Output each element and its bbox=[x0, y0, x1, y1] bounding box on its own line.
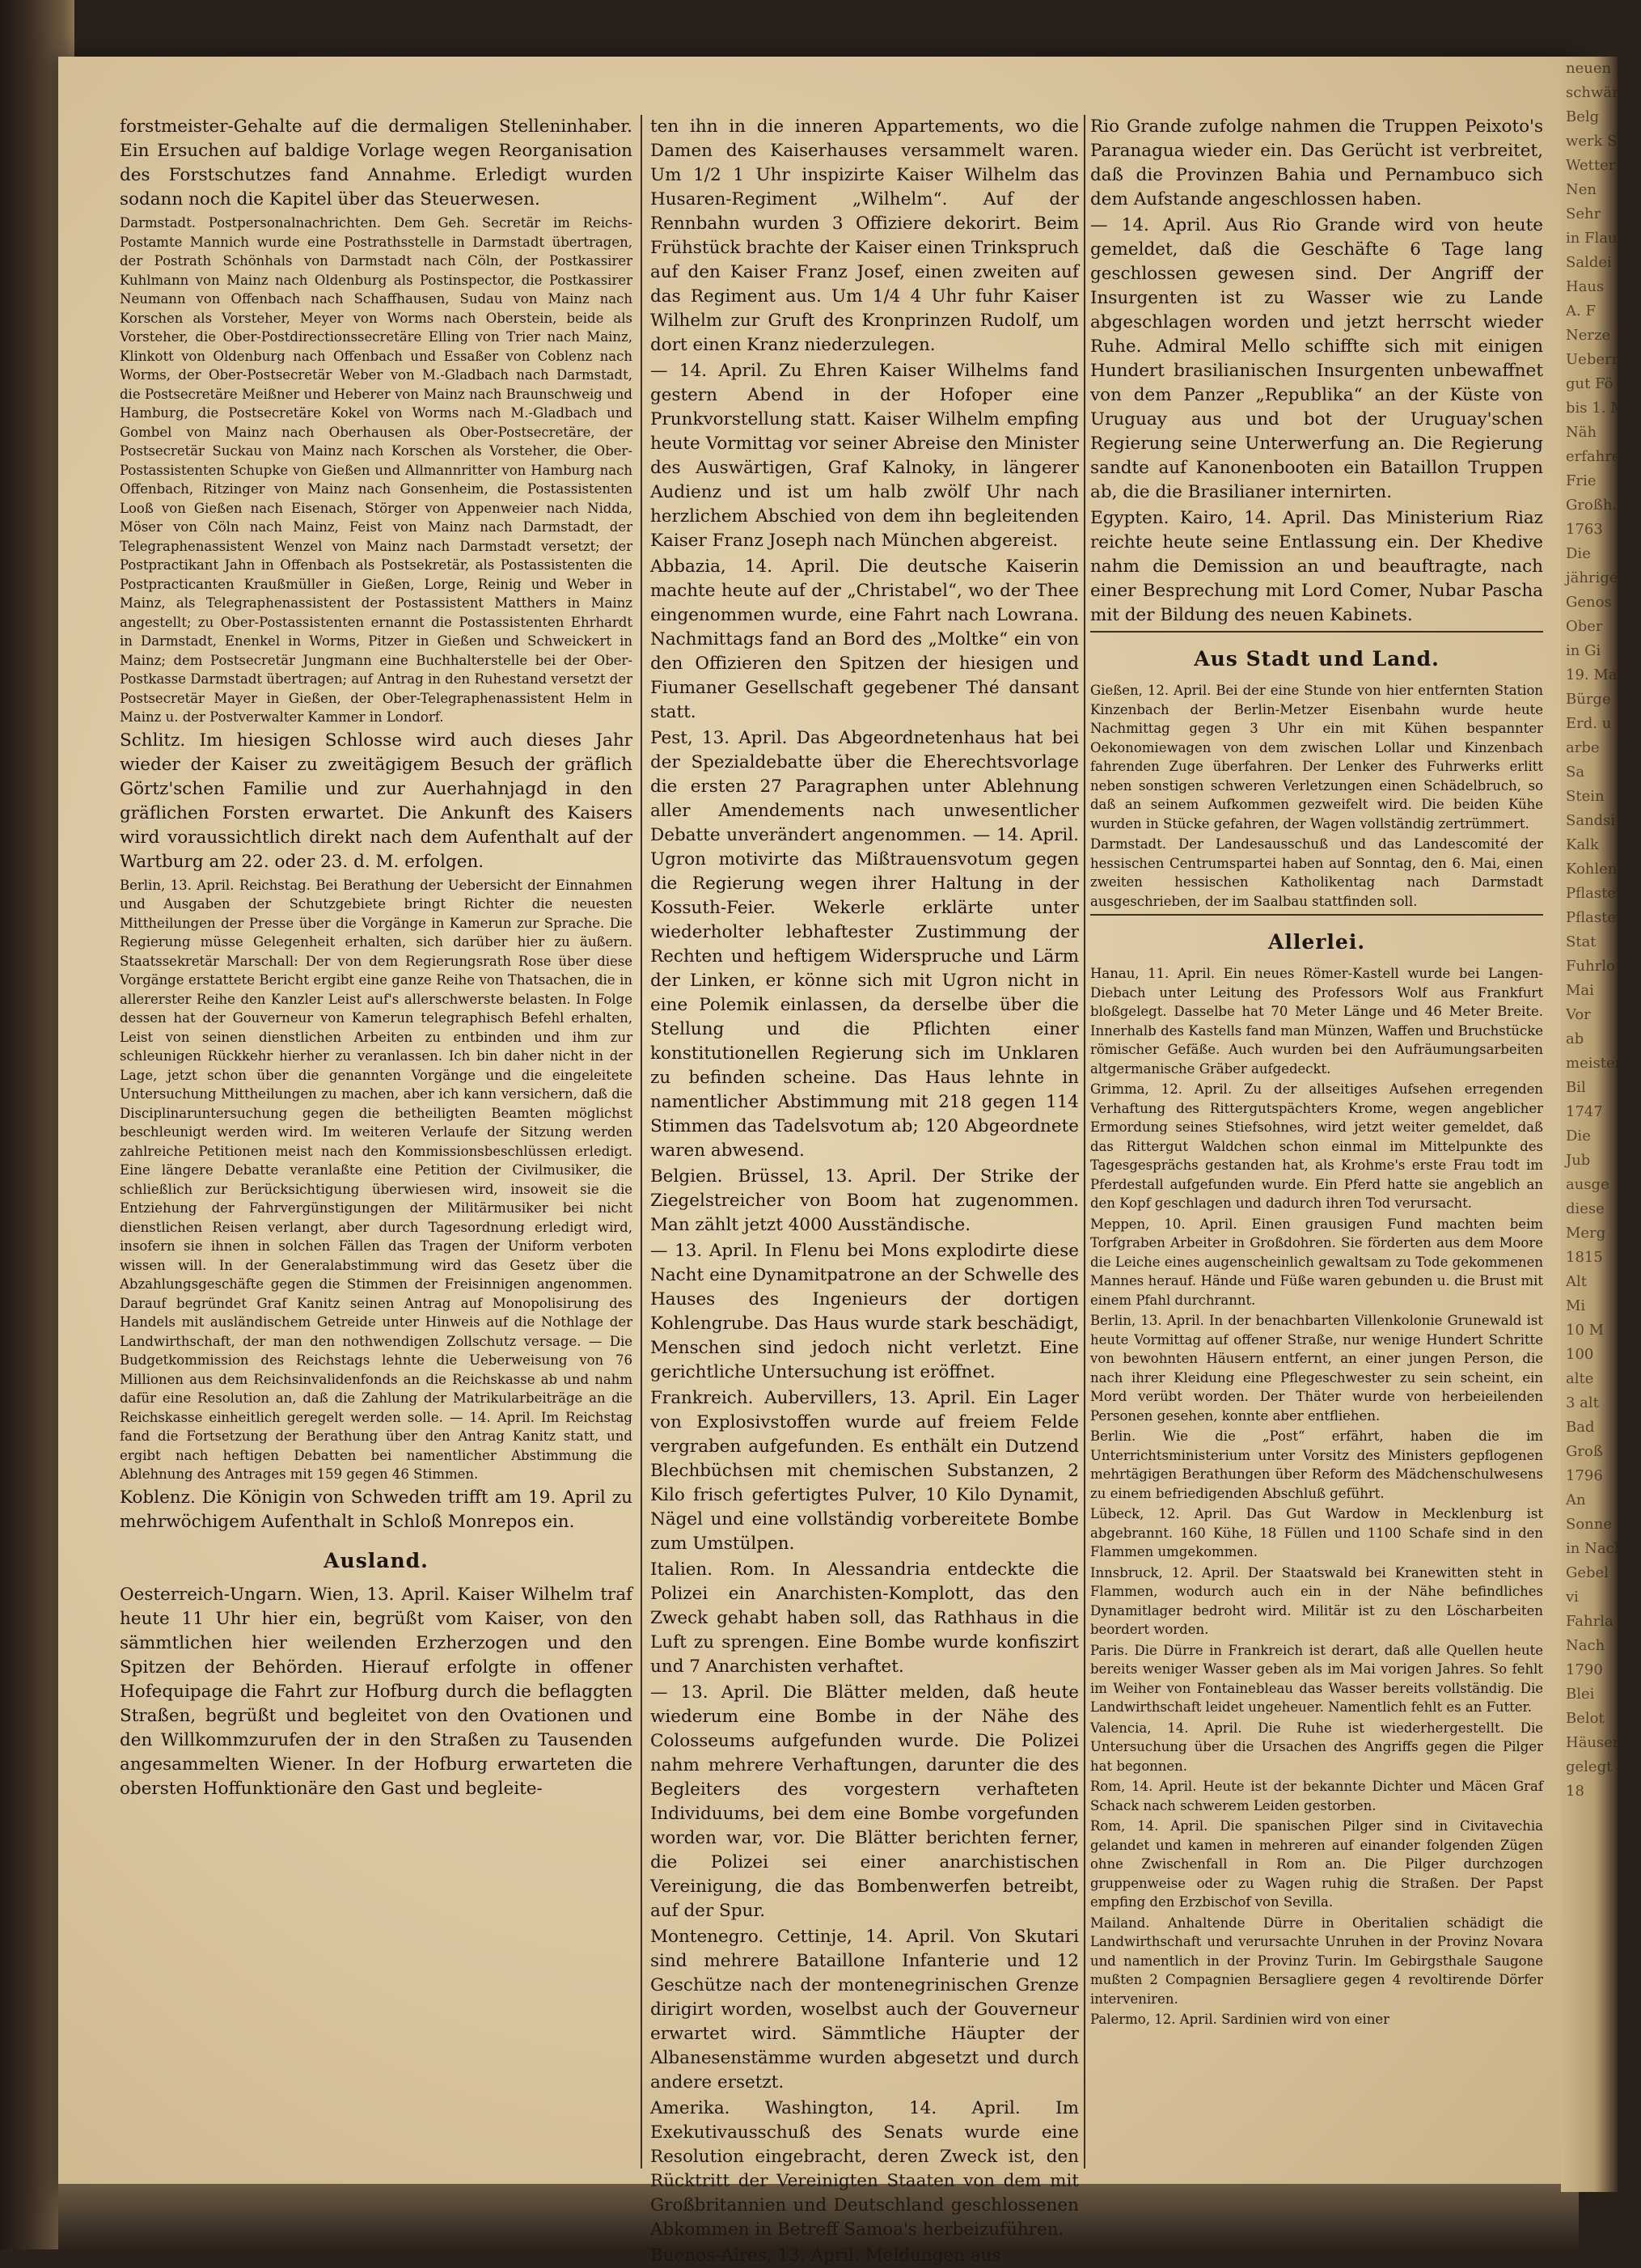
article-hanau: Hanau, 11. April. Ein neues Römer-Kastell wurde bei Langen-Diebach unter Leitung des Professors Wolf aus Frankfurt bloßgelegt. Dasselbe hat 70 Meter Länge und 46 Meter Breite. Innerhalb des Kastells fand man Münzen, Waffen und Bruchstücke römischer Gefäße. Auch wurden bei den Aufräumungsarbeiten altgermanische Gräber aufgedeckt. bbox=[1090, 966, 1543, 1077]
edge-fragment: erfahren bbox=[1566, 448, 1630, 465]
edge-fragment: Mi bbox=[1566, 1297, 1586, 1314]
edge-fragment: Bil bbox=[1566, 1079, 1586, 1096]
edge-fragment: Häuser bbox=[1566, 1734, 1620, 1751]
edge-fragment: Gebel bbox=[1566, 1564, 1609, 1581]
section-divider bbox=[1090, 914, 1543, 916]
article-pest: Pest, 13. April. Das Abgeordnetenhaus hat bei der Spezialdebatte über die Eherechtsvorlage die ersten 27 Paragraphen unter Ablehnung aller Amendements nach unwesentlicher Debatte unverändert angenommen. — 14. April. Ugron motivirte das Mißtrauensvotum gegen die Regierung wegen ihrer Haltung in der Kossuth-Feier. Wekerle erklärte unter wiederholter lebhaftester Zustimmung der Rechten und heftigem Widerspruche und Lärm der Linken, er könne sich mit Ugron nicht in eine Polemik einlassen, da derselbe über die Stellung und die Pflichten einer konstitutionellen Regierung sich im Unklaren zu befinden scheine. Das Haus lehnte in namentlicher Abstimmung mit 218 gegen 114 Stimmen das Tadelsvotum ab; 120 Abgeordnete waren abwesend. bbox=[650, 728, 1079, 1161]
edge-fragment: neuen Bl bbox=[1566, 60, 1631, 77]
article-darmstadt-post: Darmstadt. Postpersonalnachrichten. Dem Geh. Secretär im Reichs-Postamte Mannich wurde eine Postrathsstelle in Darmstadt übertragen, der Postrath Schönhals von Darmstadt nach Cöln, der Postkassirer Kuhlmann von Mainz nach Oldenburg als Postinspector, die Postkassirer Neumann von Offenbach nach Schaffhausen, Sudau von Mainz nach Korschen als Vorsteher, Meyer von Worms nach Oberstein, beide als Vorsteher, die Ober-Postdirectionssecretäre Elling von Trier nach Mainz, Klinkott von Oldenburg nach Offenbach und Essaßer von Coblenz nach Worms, der Ober-Postsecretär Weber von M.-Gladbach nach Darmstadt, die Postsecretäre Meißner und Heberer von Mainz nach Braunschweig und Hamburg, die Postsecretäre Kokel von Worms nach M.-Gladbach und Gombel von Mainz nach Oberhausen als Ober-Postsecretäre, der Postsecretär Suckau von Mainz nach Korschen als Vorsteher, die Ober-Postassistenten Schupke von Gießen und Allmannritter von Hamburg nach Offenbach, Ritzinger von Mainz nach Gonsenheim, die Postassistenten Looß von Gießen nach Eisenach, Störger von Appenweier nach Nidda, Möser von Cöln nach Mainz, Feist von Mainz nach Darmstadt, der Telegraphenassistent Wenzel von Mainz nach Darmstadt versetzt; der Postpractikant Jahn in Offenbach als Postsekretär, als Postassistenten die Postpracticanten Kraußmüller in Gießen, Lorge, Reinig und Weber in Mainz, als Telegraphenassistent der Postassistent Matthers in Mainz angestellt; zu Ober-Postassistenten ernannt die Postassistenten Ehrhardt in Darmstadt, Enenkel in Worms, Pitzer in Gießen und Schweickert in Mainz; dem Postsecretär Jungmann eine Buchhalterstelle bei der Ober-Postkasse Darmstadt übertragen; auf Antrag in den Ruhestand versetzt der Postsecretär Mayer in Gießen, der Ober-Telegraphenassistent Helm in Mainz u. der Postverwalter Kammer in Londorf. bbox=[120, 215, 632, 725]
edge-fragment: Nen bbox=[1566, 181, 1597, 198]
section-heading-ausland: Ausland. bbox=[324, 1548, 429, 1572]
article-egypten: Egypten. Kairo, 14. April. Das Ministerium Riaz reichte heute seine Entlassung ein. Der Khedive nahm die Demission an und beauftragte, nach einer Besprechung mit Lord Comer, Nubar Pascha mit der Bildung des neuen Kabinets. bbox=[1090, 508, 1543, 625]
edge-fragment: Fuhrlo bbox=[1566, 958, 1615, 975]
adjacent-page-edge bbox=[1561, 57, 1641, 2192]
edge-fragment: Belot bbox=[1566, 1710, 1605, 1727]
article-frankreich: Frankreich. Aubervillers, 13. April. Ein Lager von Explosivstoffen wurde auf freiem Felde vergraben aufgefunden. Es enthält ein Dutzend Blechbüchsen mit chemischen Substanzen, 2 Kilo frisch gefertigtes Pulver, 10 Kilo Dynamit, Nägel und eine vollständig vorbereitete Bombe zum Umstülpen. bbox=[650, 1388, 1079, 1554]
column-2 bbox=[650, 115, 1079, 2266]
article-giessen: Gießen, 12. April. Bei der eine Stunde von hier entfernten Station Kinzenbach der Berlin-Metzer Eisenbahn wurde heute Nachmittag gegen 3 Uhr ein mit Kühen bespannter Oekonomiewagen von dem zwischen Lollar und Kinzenbach fahrenden Zuge überfahren. Der Lenker des Fuhrwerks erlitt neben sonstigen schweren Verletzungen einen Schädelbruch, so daß an seinem Aufkommen gezweifelt wird. Die beiden Kühe wurden in Stücke gefahren, der Wagen vollständig zertrümmert. bbox=[1090, 683, 1543, 831]
article-koblenz: Koblenz. Die Königin von Schweden trifft am 19. April zu mehrwöchigem Aufenthalt in Schloß Monrepos ein. bbox=[120, 1487, 632, 1532]
edge-fragment: vi bbox=[1566, 1589, 1579, 1606]
edge-fragment: 10 M bbox=[1566, 1322, 1605, 1339]
edge-fragment: Nerze bbox=[1566, 327, 1611, 344]
edge-fragment: Blei bbox=[1566, 1686, 1595, 1703]
edge-fragment: Ueberna bbox=[1566, 351, 1630, 368]
edge-fragment: Merg bbox=[1566, 1225, 1606, 1242]
edge-fragment: meister bbox=[1566, 1055, 1622, 1072]
article-oesterreich-ungarn: Oesterreich-Ungarn. Wien, 13. April. Kaiser Wilhelm traf heute 11 Uhr hier ein, begrüßt vom Kaiser, von den sämmtlichen hier weilenden Erzherzogen und den Spitzen der Behörden. Hierauf erfolgte in offener Hofequipage die Fahrt zur Hofburg durch die beflaggten Straßen, begrüßt und begleitet von den Ovationen und den Willkommzurufen der in den Straßen zu Tausenden angesammelten Wiener. In der Hofburg erwarteten die obersten Hoffunktionäre den Gast und begleite- bbox=[120, 1584, 632, 1799]
section-heading-allerlei: Allerlei. bbox=[1267, 930, 1366, 954]
article-abbazia: Abbazia, 14. April. Die deutsche Kaiserin machte heute auf der „Christabel“, wo der Thee eingenommen wurde, eine Fahrt nach Lowrana. Nachmittags fand an Bord des „Moltke“ ein von den Offizieren den Spitzen der hiesigen und Fiumaner Gesellschaft gegebener Thé dansant statt. bbox=[650, 556, 1079, 722]
column-1 bbox=[120, 115, 632, 2173]
edge-fragment: Pflaster bbox=[1566, 885, 1623, 902]
edge-fragment: Wetter bbox=[1566, 157, 1616, 174]
edge-fragment: bis 1. M bbox=[1566, 400, 1626, 417]
edge-fragment: Ober bbox=[1566, 618, 1603, 635]
edge-fragment: Groß bbox=[1566, 1443, 1603, 1460]
edge-fragment: 100 bbox=[1566, 1346, 1594, 1363]
article-wien-continued: ten ihn in die inneren Appartements, wo die Damen des Kaiserhauses versammelt waren. Um 1/2 1 Uhr inspizirte Kaiser Wilhelm das Husaren-Regiment „Wilhelm“. Auf der Rennbahn wurden 3 Offiziere dekorirt. Beim Frühstück brachte der Kaiser einen Trinkspruch auf den Kaiser Franz Josef, einen zweiten auf das Regiment aus. Um 1/4 4 Uhr fuhr Kaiser Wilhelm zur Gruft des Kronprinzen Rudolf, um dort einen Kranz niederzulegen. bbox=[650, 116, 1079, 355]
edge-fragment: Stat bbox=[1566, 933, 1597, 950]
article-rom-pilger: Rom, 14. April. Die spanischen Pilger sind in Civitavechia gelandet und kamen in mehreren auf einander folgenden Zügen ohne Zwischenfall in Rom an. Die Pilger durchzogen gruppenweise oder zu Wagen ruhig die Straßen. Der Papst empfing den Erzbischof von Sevilla. bbox=[1090, 1818, 1543, 1910]
edge-fragment: Die bbox=[1566, 1128, 1591, 1145]
edge-fragment: 1790 bbox=[1566, 1661, 1603, 1678]
edge-fragment: arbe bbox=[1566, 739, 1600, 756]
edge-fragment: Kohlen bbox=[1566, 861, 1618, 878]
edge-fragment: 1747 bbox=[1566, 1103, 1603, 1120]
edge-fragment: Alt bbox=[1566, 1273, 1587, 1290]
edge-fragment: ab bbox=[1566, 1030, 1584, 1047]
article-forstschutz: forstmeister-Gehalte auf die dermaligen Stelleninhaber. Ein Ersuchen auf baldige Vorlage wegen Reorganisation des Forstschutzes fand Annahme. Erledigt wurden sodann noch die Kapitel über das Steuerwesen. bbox=[120, 116, 632, 209]
edge-fragment: Pflaster bbox=[1566, 909, 1623, 926]
edge-fragment: in Flau bbox=[1566, 230, 1618, 247]
edge-fragment: Kalk bbox=[1566, 836, 1599, 853]
article-rom-bombe: — 13. April. Die Blätter melden, daß heute wiederum eine Bombe in der Nähe des Colosseums aufgefunden wurde. Die Polizei nahm mehrere Verhaftungen, darunter die des Begleiters des vorgestern verhafteten Individuums, bei dem eine Bombe vorgefunden worden war, vor. Die Blätter berichten ferner, die Polizei sei einer anarchistischen Vereinigung, die das Bombenwerfen betreibt, auf der Spur. bbox=[650, 1682, 1079, 1921]
edge-fragment: Mai bbox=[1566, 982, 1594, 999]
edge-fragment: 18 bbox=[1566, 1783, 1584, 1800]
article-flenu: — 13. April. In Flenu bei Mons explodirte diese Nacht eine Dynamitpatrone an der Schwelle des Hauses des Ingenieurs der dortigen Kohlengrube. Das Haus wurde stark beschädigt, Menschen sind jedoch nicht verletzt. Eine gerichtliche Untersuchung ist eröffnet. bbox=[650, 1241, 1079, 1382]
edge-fragment: Jub bbox=[1566, 1152, 1591, 1169]
edge-fragment: schwärme bbox=[1566, 84, 1641, 101]
article-rio-grande-14-april: — 14. April. Aus Rio Grande wird von heute gemeldet, daß die Geschäfte 6 Tage lang geschlossen gewesen sind. Der Angriff der Insurgenten ist zu Wasser wie zu Lande abgeschlagen worden und jetzt herrscht wieder Ruhe. Admiral Mello schiffte sich mit einigen Hundert brasilianischen Insurgenten unbewaffnet von dem Panzer „Republika“ an der Küste von Uruguay aus und bot der Uruguay'schen Regierung seine Unterwerfung an. Die Regierung sandte auf Kanonenbooten ein Bataillon Truppen ab, die die Brasilianer internirten. bbox=[1090, 215, 1543, 502]
edge-fragment: 1763 bbox=[1566, 521, 1603, 538]
column-rule-1 bbox=[641, 115, 642, 2169]
edge-fragment: A. F bbox=[1566, 303, 1596, 319]
edge-fragment: Sonne bbox=[1566, 1516, 1613, 1533]
column-rule-2 bbox=[1084, 115, 1085, 2169]
edge-fragment: 19. Ma bbox=[1566, 666, 1618, 683]
article-berlin-grunewald: Berlin, 13. April. In der benachbarten Villenkolonie Grunewald ist heute Vormittag auf offener Straße, nur wenige Hundert Schritte von bewohnten Häusern entfernt, an einer jungen Person, die nach ihrer Kleidung eine Pflegeschwester zu sein scheint, ein Mord verübt worden. Der Thäter wurde von herbeieilenden Personen gesehen, konnte aber entfliehen. bbox=[1090, 1313, 1543, 1424]
article-darmstadt-katholikentag: Darmstadt. Der Landesausschuß und das Landescomité der hessischen Centrumspartei haben auf Sonntag, den 6. Mai, einen zweiten hessischen Katholikentag nach Darmstadt ausgeschrieben, der im Saalbau stattfinden soll. bbox=[1090, 836, 1543, 909]
article-buenos-aires: Buenos-Aires, 13. April. Meldungen aus bbox=[650, 2245, 1001, 2266]
article-belgien: Belgien. Brüssel, 13. April. Der Strike der Ziegelstreicher von Boom hat zugenommen. Man zählt jetzt 4000 Ausständische. bbox=[650, 1166, 1079, 1235]
edge-fragment: gelegt bbox=[1566, 1758, 1613, 1775]
edge-fragment: Haus bbox=[1566, 278, 1605, 295]
edge-fragment: Näh bbox=[1566, 424, 1597, 441]
article-valencia: Valencia, 14. April. Die Ruhe ist wiederhergestellt. Die Untersuchung über die Ursachen des Angriffs gegen die Pilger hat begonnen. bbox=[1090, 1720, 1543, 1774]
edge-fragment: Die bbox=[1566, 545, 1591, 562]
article-meppen: Meppen, 10. April. Einen grausigen Fund machten beim Torfgraben Arbeiter in Großdohren. Sie förderten aus dem Moore die Leiche eines augenscheinlich gewaltsam zu Tode gekommenen Mannes herauf. Hände und Füße waren gebunden u. die Brust mit einem Pfahl durchrannt. bbox=[1090, 1216, 1543, 1308]
edge-fragment: An bbox=[1566, 1492, 1586, 1508]
article-italien: Italien. Rom. In Alessandria entdeckte die Polizei ein Anarchisten-Komplott, das den Zweck gehabt haben soll, das Rathhaus in die Luft zu sprengen. Eine Bombe wurde konfiszirt und 7 Anarchisten verhaftet. bbox=[650, 1559, 1079, 1677]
edge-fragment: werk Se bbox=[1566, 133, 1626, 150]
edge-fragment: Vor bbox=[1566, 1006, 1591, 1023]
article-berlin-post: Berlin. Wie die „Post“ erfährt, haben die im Unterrichtsministerium unter Vorsitz des Ministers gepflogenen mehrtägigen Berathungen über Reform des Mädchenschulwesens zu einem befriedigenden Abschluß geführt. bbox=[1090, 1428, 1543, 1501]
edge-fragment: Bad bbox=[1566, 1419, 1595, 1436]
edge-fragment: Nach bbox=[1566, 1637, 1605, 1654]
edge-fragment: in Nach bbox=[1566, 1540, 1624, 1557]
article-grimma: Grimma, 12. April. Zu der allseitiges Aufsehen erregenden Verhaftung des Rittergutspächters Krome, wegen angeblicher Ermordung seines Stiefsohnes, wird jetzt weiter gemeldet, daß das Rittergut Waldchen schon einmal im Mittelpunkte des Tagesgesprächs gestanden hat, als Krohme's erste Frau todt im Pferdestall aufgefunden wurde. Ein Pferd hatte sie angeblich an den Kopf geschlagen und dadurch ihren Tod verursacht. bbox=[1090, 1081, 1543, 1211]
article-montenegro: Montenegro. Cettinje, 14. April. Von Skutari sind mehrere Bataillone Infanterie und 12 Geschütze nach der montenegrinischen Grenze dirigirt worden, woselbst auch der Gouverneur erwartet wird. Sämmtliche Häupter der Albanesenstämme wurden abgesetzt und durch andere ersetzt. bbox=[650, 1927, 1079, 2092]
edge-fragment: gut Fö bbox=[1566, 375, 1614, 392]
edge-fragment: ausge bbox=[1566, 1176, 1609, 1193]
article-luebeck: Lübeck, 12. April. Das Gut Wardow in Mecklenburg ist abgebrannt. 160 Kühe, 18 Füllen und 1100 Schafe sind in den Flammen umgekommen. bbox=[1090, 1506, 1543, 1559]
article-palermo: Palermo, 12. April. Sardinien wird von einer bbox=[1090, 2012, 1390, 2027]
edge-fragment: Stein bbox=[1566, 788, 1605, 805]
edge-fragment: jährige bbox=[1566, 569, 1618, 586]
edge-fragment: Fahrla bbox=[1566, 1613, 1614, 1630]
edge-fragment: Genos bbox=[1566, 594, 1612, 611]
edge-fragment: Saldei bbox=[1566, 254, 1612, 271]
edge-fragment: in Gi bbox=[1566, 642, 1601, 659]
edge-fragment: 1796 bbox=[1566, 1467, 1603, 1484]
article-berlin-reichstag: Berlin, 13. April. Reichstag. Bei Berathung der Uebersicht der Einnahmen und Ausgaben der Schutzgebiete bringt Richter die neuesten Mittheilungen der Presse über die Vorgänge in Kamerun zur Sprache. Die Regierung müsse Gelegenheit erhalten, sich darüber hier zu äußern. Staatssekretär Marschall: Der von dem Regierungsrath Rose über diese Vorgänge erstattete Bericht ergibt eine ganze Reihe von Thatsachen, die in allererster Reihe den Kanzler Leist auf's allerschwerste belasten. In Folge dessen hat der Gouverneur von Kamerun telegraphisch Befehl erhalten, Leist von seinen dienstlichen Arbeiten zu entbinden und ihm zur schleunigen Rückkehr hierher zu veranlassen. Ich bin daher nicht in der Lage, jetzt schon über die genannten Vorgänge und die eingeleitete Untersuchung Mittheilungen zu machen, aber ich kann versichern, daß die Disciplinaruntersuchung gegen die betheiligten Beamten möglichst beschleunigt werden wird. Im weiteren Verlaufe der Sitzung werden zahlreiche Petitionen meist nach den Kommissionsbeschlüssen erledigt. Eine längere Debatte veranlaßte eine Petition der Civilmusiker, die schließlich zur Berücksichtigung überwiesen wird, insoweit sie die Entziehung der Fahrvergünstigungen der Militärmusiker bei nicht dienstlichen Reisen verlangt, aber durch Tagesordnung erledigt wird, insofern sie ihnen in solchen Fällen das Tragen der Uniform verboten wissen will. In der Generalabstimmung wird das Gesetz über die Abzahlungsgeschäfte gegen die Stimmen der Freisinnigen angenommen. Darauf begründet Graf Kanitz seinen Antrag auf Monopolisirung des Handels mit ausländischem Getreide unter Hinweis auf die Nothlage der Landwirthschaft, der man den nothwendigen Zollschutz versage. — Die Budgetkommission des Reichstags lehnte die Ueberweisung von 76 Millionen aus dem Reichsinvalidenfonds an die Reichskasse ab und nahm dafür eine Resolution an, daß die Zahlung der Matrikularbeiträge an die Reichskasse einheitlich geregelt werden solle. — 14. April. Im Reichstag fand die Fortsetzung der Berathung über den Antrag Kanitz statt, und ergibt nach heftigen Debatten bei namentlicher Abstimmung die Ablehnung des Antrages mit 159 gegen 46 Stimmen. bbox=[120, 877, 632, 1482]
edge-fragment: Sa bbox=[1566, 764, 1585, 781]
section-divider bbox=[1090, 631, 1543, 633]
edge-fragment: Belg bbox=[1566, 108, 1600, 125]
article-schlitz: Schlitz. Im hiesigen Schlosse wird auch dieses Jahr wieder der Kaiser zu zweitägigem Besuch der gräflich Görtz'schen Familie und zur Auerhahnjagd in den gräflichen Forsten erwartet. Die Ankunft des Kaisers wird voraussichtlich direkt nach dem Aufenthalt auf der Wartburg am 22. oder 23. d. M. erfolgen. bbox=[120, 730, 632, 872]
edge-fragment: Großh. bbox=[1566, 497, 1618, 514]
article-rio-grande: Rio Grande zufolge nahmen die Truppen Peixoto's Paranagua wieder ein. Das Gerücht ist verbreitet, daß die Provinzen Bahia und Pernambuco sich dem Aufstande angeschlossen haben. bbox=[1090, 116, 1543, 209]
article-mailand: Mailand. Anhaltende Dürre in Oberitalien schädigt die Landwirthschaft und verursachte Unruhen in der Provinz Novara und namentlich in der Provinz Turin. Im Gebirgsthale Saugone mußten 2 Compagnien Bersagliere gegen 4 revoltirende Dörfer interveniren. bbox=[1090, 1915, 1543, 2007]
edge-fragment: Erd. u bbox=[1566, 715, 1612, 732]
edge-fragment: diese bbox=[1566, 1200, 1605, 1217]
article-paris: Paris. Die Dürre in Frankreich ist derart, daß alle Quellen heute bereits weniger Wasser geben als im Mai vorigen Jahres. So fehlt im Weiher von Fontainebleau das Wasser bereits vollständig. Die Landwirthschaft leidet ungeheuer. Namentlich fehlt es an Futter. bbox=[1090, 1642, 1543, 1715]
edge-fragment: 1815 bbox=[1566, 1249, 1603, 1266]
edge-fragment: alte bbox=[1566, 1370, 1594, 1387]
article-rom-schack: Rom, 14. April. Heute ist der bekannte Dichter und Mäcen Graf Schack nach schwerem Leiden gestorben. bbox=[1090, 1779, 1543, 1813]
adjacent-page-text bbox=[1561, 57, 1641, 1804]
edge-fragment: Sehr bbox=[1566, 205, 1601, 222]
article-wien-14-april: — 14. April. Zu Ehren Kaiser Wilhelms fand gestern Abend in der Hofoper eine Prunkvorstellung statt. Kaiser Wilhelm empfing heute Vormittag vor seiner Abreise den Minister des Auswärtigen, Graf Kalnoky, in längerer Audienz und ist um halb zwölf Uhr nach herzlichem Abschied von dem ihn begleitenden Kaiser Franz Joseph nach München abgereist. bbox=[650, 361, 1079, 551]
edge-fragment: Bürge bbox=[1566, 691, 1611, 708]
edge-fragment: Frie bbox=[1566, 472, 1597, 489]
edge-fragment: 3 alt bbox=[1566, 1394, 1599, 1411]
article-amerika: Amerika. Washington, 14. April. Im Exekutivausschuß des Senats wurde eine Resolution eingebracht, deren Zweck ist, den Rücktritt der Vereinigten Staaten von dem mit Großbritannien und Deutschland geschlossenen Abkommen in Betreff Samoa's herbeizuführen. bbox=[650, 2098, 1079, 2240]
column-3 bbox=[1090, 115, 1543, 2173]
edge-fragment: Sandsi bbox=[1566, 812, 1616, 829]
section-heading-stadt-und-land: Aus Stadt und Land. bbox=[1194, 647, 1440, 671]
article-innsbruck: Innsbruck, 12. April. Der Staatswald bei Kranewitten steht in Flammen, wodurch auch ein in der Nähe befindliches Dynamitlager bedroht wird. Militär ist zu den Löscharbeiten beordert worden. bbox=[1090, 1564, 1543, 1637]
